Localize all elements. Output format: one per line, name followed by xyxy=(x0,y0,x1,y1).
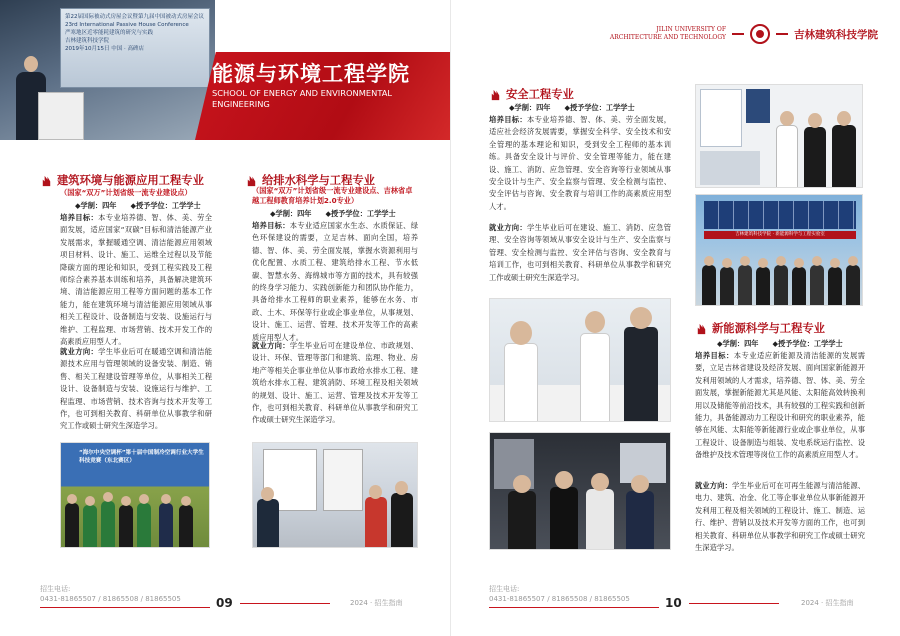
duration: ◆学制：四年 xyxy=(509,103,551,112)
major-title-safety: 安全工程专业 xyxy=(489,86,574,102)
footer-phones: 0431-81865507 / 81865508 / 81865505 xyxy=(489,595,630,603)
major-title-water: 给排水科学与工程专业 xyxy=(245,172,375,188)
career-paragraph-safety: 就业方向：学生毕业后可在建设、施工、消防、应急管理、安全咨询等领域从事安全设计与生产、安全监察与管理、安全检测与监控、安全评估与咨询、安全教育与培训工作，也可到相关教育、科研单位从事教学和研究工作或硕士研究生深造学习。 xyxy=(489,223,672,282)
footer-rule xyxy=(240,603,330,604)
page-number: 10 xyxy=(665,596,682,610)
water-lab-photo xyxy=(252,442,418,548)
page-number: 09 xyxy=(216,596,233,610)
major-meta-hvac xyxy=(75,201,201,211)
safety-lab-photo xyxy=(489,298,671,422)
school-logo xyxy=(610,24,878,44)
goal-paragraph-new-energy: 培养目标：本专业适应新能源及清洁能源的发展需要，立足吉林省建设及经济发展、面向国家新能源开发利用领域的人才需求，培养德、智、体、美、劳全面发展，掌握新能源尤其是风能、太阳能高效转换利用以及储能等前沿技术，具有较强的工程实践和创新能力，具备能源动力工程设计和研究的职业素养，能够在风能、太阳能等新能源行业或企事业单位，从事工程设计、设备制造与组装、发电系统运行监控、设备维护及技术管理等岗位工作的高素质应用型人才。 xyxy=(695,351,866,460)
degree: ◆授予学位：工学学士 xyxy=(325,209,396,218)
major-title-new-energy: 新能源科学与工程专业 xyxy=(695,320,825,336)
flame-icon xyxy=(245,174,258,187)
career-paragraph-hvac: 就业方向：学生毕业后可在暖通空调和清洁能源技术应用与管理领域的设备安装、制造、销售、相关工程建设管理等单位，从事相关工程设计、设备制造与安装、设施运行与维护、工程监理、市场营销、技术咨询与技术开发等工作，也可到相关教育、科研单位从事教学和研究工作或硕士研究生深造学习。 xyxy=(60,347,213,431)
screen-text: 第22届国际被动式房屋会议暨第九届中国被动式房屋会议 23rd International Passive House Conference 严寒地区近零能耗建筑的研究与实践 吉林建筑科技学院 2019年10月15日 中国 · 高碑店 xyxy=(65,14,205,52)
career-paragraph-new-energy: 就业方向：学生毕业后可在可再生能源与清洁能源、电力、建筑、冶金、化工等企事业单位从事新能源开发利用工程及相关领域的工程设计、施工、制造、运行、维护、营销以及技术开发等方面的工作，也可到相关教育、科研单位从事教学和研究工作或硕士研究生深造学习。 xyxy=(695,481,866,553)
footer-phones: 0431-81865507 / 81865508 / 81865505 xyxy=(40,595,181,603)
school-title: 能源与环境工程学院 xyxy=(212,62,410,86)
solar-banner-text: 吉林建筑科技学院 · 新能源科学与工程实验室 xyxy=(704,231,856,239)
safety-class-photo xyxy=(489,432,671,550)
career-paragraph-water: 就业方向：学生毕业后可在建设单位、市政规划、设计、环保、管理等部门和建筑、监理、物业、房地产等相关企事业单位从事市政给水排水工程、建筑给水排水工程、建筑消防、环境工程及相关领域的规划、设计、施工、运营、管理及技术开发等工作，也可到相关教育、科研单位从事教学和研究工作或硕士研究生深造学习。 xyxy=(252,341,419,425)
flame-icon xyxy=(489,88,502,101)
footer-phone-label: 招生电话: xyxy=(489,585,520,593)
major-meta-water xyxy=(270,209,396,219)
competition-photo xyxy=(60,442,210,548)
footer-guide: 2024 · 招生指南 xyxy=(801,599,854,607)
major-subtitle-water: （国家“双万”计划省级一流专业建设点、吉林省卓越工程师教育培养计划2.0专业） xyxy=(252,186,413,205)
projection-screen xyxy=(60,8,210,88)
major-meta-safety xyxy=(509,103,635,113)
logo-chinese: 吉林建筑科技学院 xyxy=(794,28,878,41)
goal-paragraph-safety: 培养目标：本专业培养德、智、体、美、劳全面发展，适应社会经济发展需要，掌握安全科学、安全技术和安全管理的基本理论和知识，受到安全工程师的基本训练。具备安全设计与评价、安全管理等能力，能在建设、施工、消防、应急管理、安全咨询等行业领域从事安全设计与生产、安全监察与管理、安全检测与监控、安全评估与咨询、安全教育与培训工作的高素质应用型人才。 xyxy=(489,115,672,211)
footer-rule xyxy=(40,607,210,608)
footer-rule xyxy=(489,607,659,608)
footer-guide: 2024 · 招生指南 xyxy=(350,599,403,607)
logo-english: JILIN UNIVERSITY OF ARCHITECTURE AND TECHNOLOGY xyxy=(609,26,726,41)
right-page xyxy=(450,0,900,636)
footer-rule xyxy=(689,603,779,604)
degree: ◆授予学位：工学学士 xyxy=(564,103,635,112)
goal-paragraph-water: 培养目标：本专业适应国家水生态、水质保证、绿色环保建设的需要，立足吉林、面向全国，培养德、智、体、美、劳全面发展，掌握水资源利用与优化配置、水质工程、建筑给排水工程、节水低碳、智慧水务、海绵城市等方面的技术，具有较强的终身学习能力、实践创新能力和团队协作能力，具备给排水工程师的职业素养，能够在水务、市政、土木、环保等行业或企事业单位，从事规划、设计、施工、运营、管理、技术开发等工作的高素质应用型人才。 xyxy=(252,221,419,342)
major-meta-new-energy xyxy=(717,339,843,349)
duration: ◆学制：四年 xyxy=(270,209,312,218)
seal-icon xyxy=(750,24,770,44)
degree: ◆授予学位：工学学士 xyxy=(772,339,843,348)
duration: ◆学制：四年 xyxy=(717,339,759,348)
duration: ◆学制：四年 xyxy=(75,201,117,210)
degree: ◆授予学位：工学学士 xyxy=(130,201,201,210)
podium xyxy=(38,92,84,140)
footer-phone-label: 招生电话: xyxy=(40,585,71,593)
conference-photo xyxy=(0,0,215,140)
energy-lab-photo xyxy=(695,84,863,188)
major-title-hvac: 建筑环境与能源应用工程专业 xyxy=(40,172,204,188)
goal-paragraph-hvac: 培养目标：本专业培养德、智、体、美、劳全面发展，适应国家“双碳”目标和清洁能源产业发展需求，掌握暖通空调、清洁能源应用领域项目材料、设计、施工、运维全过程以及节能降碳方面的理论和知识，受到工程实践及工程师综合素养基本训练和培养，具备解决建筑环境、清洁能源应用工程等方面问题的基本工作能力，能在建筑环境与清洁能源应用领域从事相关工程设计、设备制造与安装、设施运行与维护、工程监理、市场营销、技术开发工作的高素质应用型人才。 xyxy=(60,213,213,347)
flame-icon xyxy=(40,174,53,187)
solar-panel-photo xyxy=(695,194,863,306)
header-banner xyxy=(0,0,450,140)
competition-banner-text: “海尔中央空调杯”第十届中国制冷空调行业大学生科技竞赛（东北赛区） xyxy=(79,450,204,464)
school-subtitle: SCHOOL OF ENERGY AND ENVIRONMENTAL ENGINEERING xyxy=(212,88,393,109)
flame-icon xyxy=(695,322,708,335)
major-subtitle-hvac: （国家“双万”计划省级一流专业建设点） xyxy=(60,188,192,197)
